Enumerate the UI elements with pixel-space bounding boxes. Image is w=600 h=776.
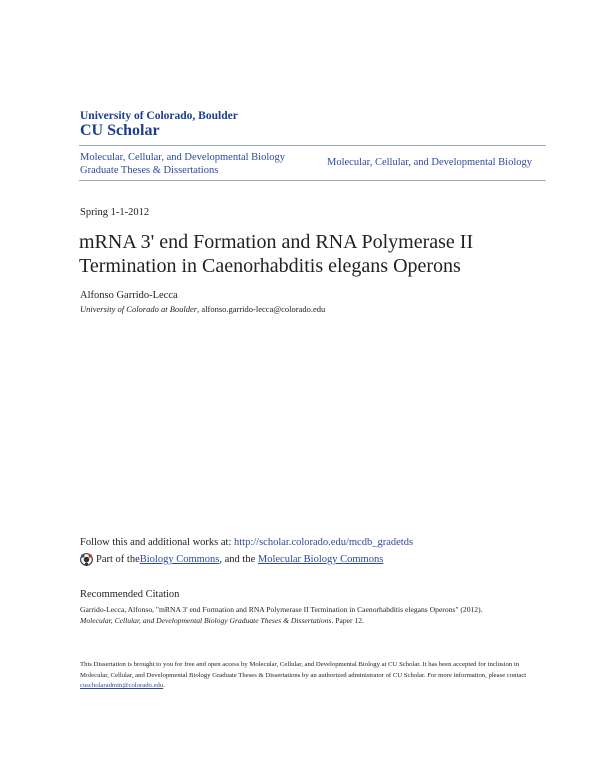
part-of-prefix: Part of the: [96, 554, 140, 565]
follow-link[interactable]: http://scholar.colorado.edu/mcdb_gradetds: [234, 537, 414, 548]
citation-paper: . Paper 12.: [331, 616, 364, 625]
disclaimer-end: .: [163, 682, 165, 689]
author-affiliation: [80, 304, 325, 314]
commons-network-icon: [80, 553, 93, 566]
university-name: University of Colorado, Boulder: [80, 110, 238, 122]
document-title: [79, 230, 549, 278]
author-name: Alfonso Garrido-Lecca: [80, 290, 178, 301]
title-line-1: mRNA 3' end Formation and RNA Polymerase II: [79, 231, 474, 253]
contact-email-link[interactable]: cuscholaradmin@colorado.edu: [80, 682, 164, 689]
citation-series: Molecular, Cellular, and Developmental Biology Graduate Theses & Dissertations: [80, 616, 332, 625]
breadcrumb-series[interactable]: [80, 151, 315, 177]
top-divider: [79, 145, 546, 146]
follow-line: [80, 537, 413, 548]
disclaimer: [80, 660, 535, 692]
molecular-biology-commons-link[interactable]: Molecular Biology Commons: [257, 554, 384, 565]
disclaimer-text: This Dissertation is brought to you for free and open access by Molecular, Cellular, and Developmental Biology at CU Scholar. It has been accepted for inclusion in Molecular, Cellular, and Developmental Biology Graduate Theses & Dissertations by an authorized administrator of CU Scholar. For more information, please contact: [80, 661, 527, 679]
series-line-2[interactable]: Graduate Theses & Dissertations: [80, 165, 219, 176]
publication-date: Spring 1-1-2012: [80, 207, 150, 218]
title-line-2: Termination in Caenorhabditis elegans Operons: [79, 255, 461, 277]
citation-body: [80, 604, 530, 626]
citation-text: Garrido-Lecca, Alfonso, "mRNA 3' end Formation and RNA Polymerase II Termination in Caenorhabditis elegans Operons" (2012).: [80, 605, 483, 614]
breadcrumb-department[interactable]: Molecular, Cellular, and Developmental Biology: [327, 157, 533, 168]
bottom-divider: [79, 180, 546, 181]
repository-name[interactable]: CU Scholar: [80, 122, 160, 139]
follow-text: Follow this and additional works at:: [80, 537, 234, 548]
part-of-middle: , and the: [219, 554, 258, 565]
affiliation-institution: University of Colorado at Boulder: [80, 304, 198, 314]
citation-heading: Recommended Citation: [80, 589, 180, 600]
author-email[interactable]: , alfonso.garrido-lecca@colorado.edu: [197, 304, 326, 314]
biology-commons-link[interactable]: Biology Commons: [139, 554, 220, 565]
part-of-line: [80, 553, 383, 566]
series-line-1[interactable]: Molecular, Cellular, and Developmental Biology: [80, 152, 286, 163]
